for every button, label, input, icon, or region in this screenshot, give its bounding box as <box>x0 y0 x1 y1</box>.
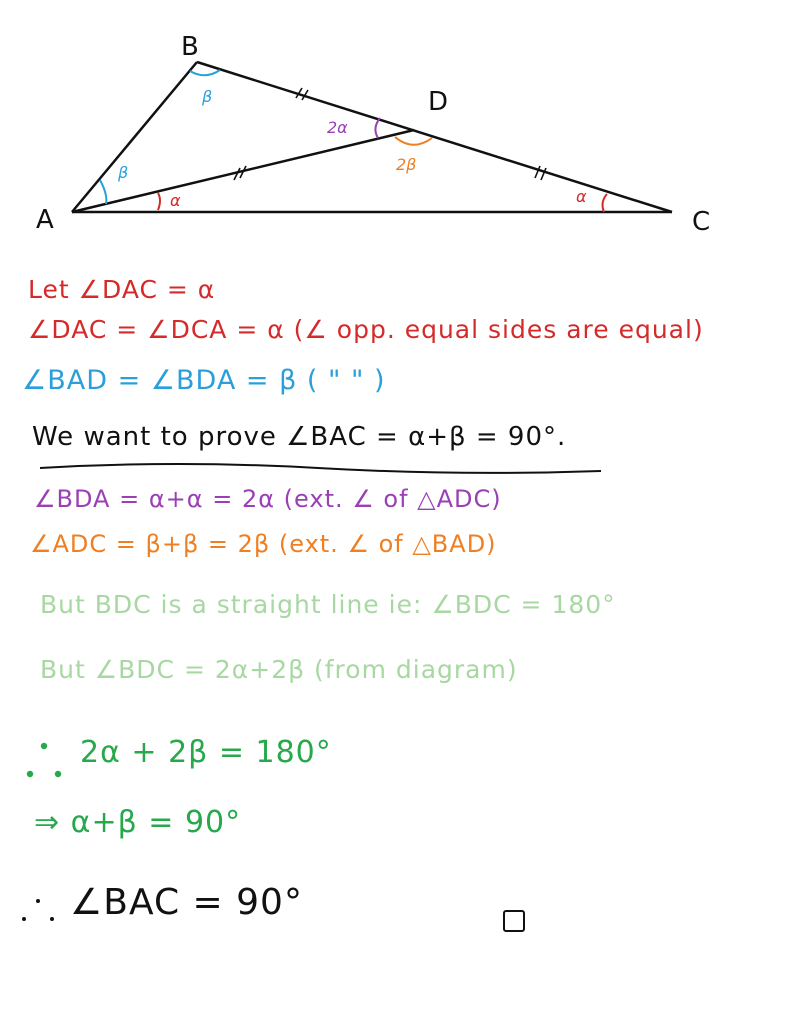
angle-arc-b <box>190 70 220 75</box>
angle-label-d-left: 2α <box>327 118 348 137</box>
angle-label-a-lower: α <box>170 191 181 210</box>
proof-conclusion: ∠BAC = 90° <box>70 882 303 923</box>
qed-box-icon <box>503 910 525 932</box>
angle-arc-d-left <box>375 118 380 138</box>
proof-line-from-diagram: But ∠BDC = 2α+2β (from diagram) <box>40 655 518 684</box>
equal-tick-marks <box>234 88 546 180</box>
proof-line-dac-dca: ∠DAC = ∠DCA = α (∠ opp. equal sides are equal) <box>28 315 704 344</box>
therefore-symbol-final <box>18 895 58 925</box>
proof-line-bad-bda: ∠BAD = ∠BDA = β ( " " ) <box>22 365 386 396</box>
angle-arc-c <box>603 194 607 212</box>
angle-label-a-upper: β <box>118 163 129 182</box>
side-bc <box>197 62 672 212</box>
therefore-symbol <box>24 738 64 782</box>
point-label-b: B <box>181 32 199 62</box>
proof-line-sum-180: 2α + 2β = 180° <box>80 735 332 770</box>
point-label-c: C <box>692 207 711 237</box>
proof-line-straight: But BDC is a straight line ie: ∠BDC = 180° <box>40 590 616 619</box>
angle-arc-a-upper <box>100 180 106 204</box>
angle-label-c: α <box>576 187 587 206</box>
angle-label-d-bottom: 2β <box>396 155 417 174</box>
angle-arc-a-lower <box>158 193 160 210</box>
angle-arc-d-bottom <box>395 137 432 145</box>
triangle-diagram <box>0 0 809 250</box>
proof-line-adc-ext: ∠ADC = β+β = 2β (ext. ∠ of △BAD) <box>30 530 497 558</box>
point-label-a: A <box>36 205 54 235</box>
side-ab <box>72 62 197 212</box>
proof-line-sum-90: ⇒ α+β = 90° <box>34 805 242 840</box>
proof-line-bda-ext: ∠BDA = α+α = 2α (ext. ∠ of △ADC) <box>34 485 502 513</box>
proof-line-let: Let ∠DAC = α <box>28 275 216 304</box>
goal-underline <box>38 458 603 480</box>
angle-label-b: β <box>202 87 213 106</box>
point-label-d: D <box>428 87 449 117</box>
proof-goal: We want to prove ∠BAC = α+β = 90°. <box>32 422 567 452</box>
